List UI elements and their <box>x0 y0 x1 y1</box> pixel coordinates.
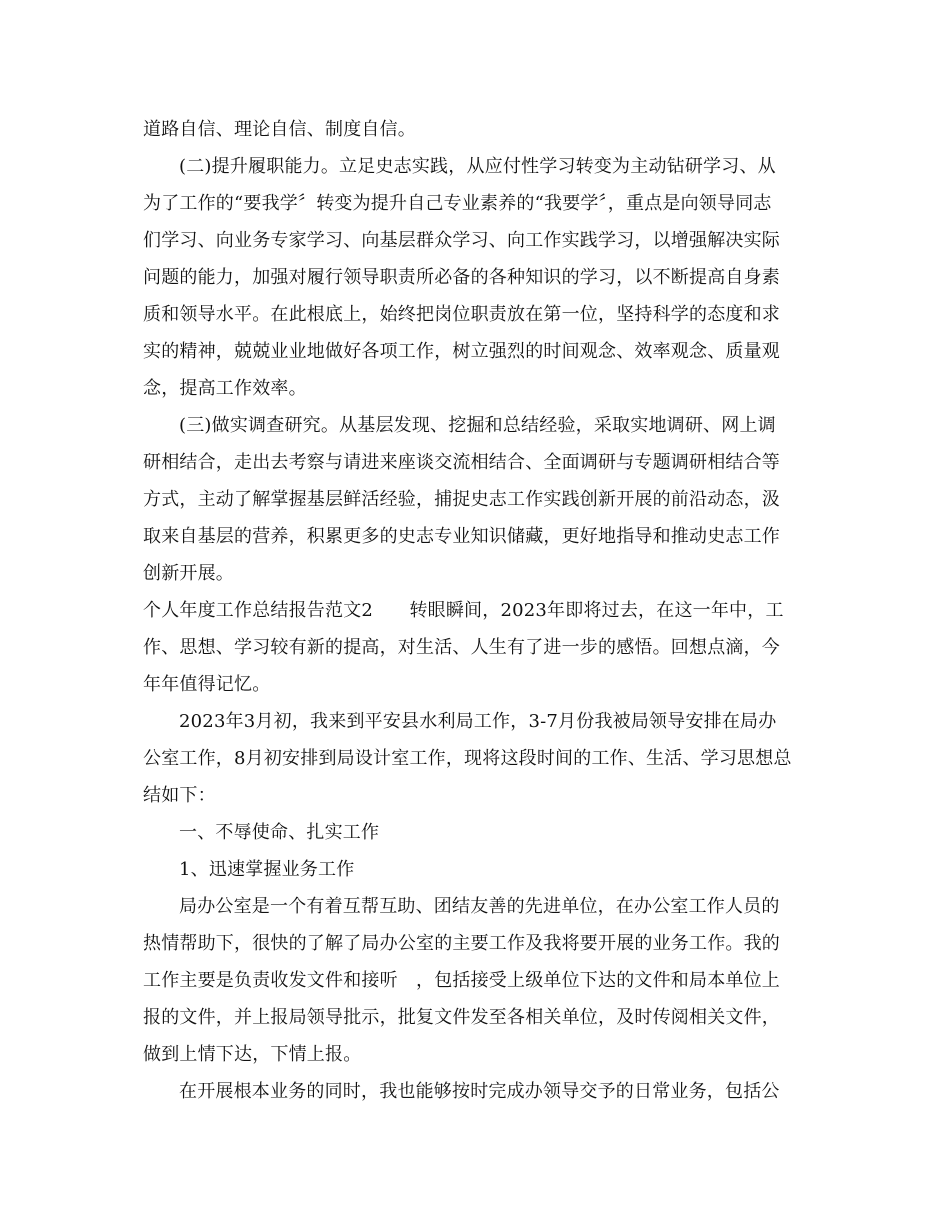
text-line: 创新开展。 <box>143 563 234 584</box>
text-line: 方式，主动了解掌握基层鲜活经验，捕捉史志工作实践创新开展的前沿动态，汲 <box>143 489 780 510</box>
text-line: 公室工作，8月初安排到局设计室工作，现将这段时间的工作、生活、学习思想总 <box>143 748 792 769</box>
text-line: 们学习、向业务专家学习、向基层群众学习、向工作实践学习，以增强解决实际 <box>143 230 780 251</box>
text-line: 实的精神，兢兢业业地做好各项工作，树立强烈的时间观念、效率观念、质量观 <box>143 341 780 362</box>
text-line: 为了工作的“要我学〞转变为提升自己专业素养的“我要学〞，重点是向领导同志 <box>143 193 772 214</box>
text-line: 报的文件，并上报局领导批示，批复文件发至各相关单位，及时传阅相关文件， <box>143 1007 780 1028</box>
text-line: 道路自信、理论自信、制度自信。 <box>143 119 416 140</box>
paragraph-start: 在开展根本业务的同时，我也能够按时完成办领导交予的日常业务，包括公 <box>179 1081 780 1102</box>
text-line: 做到上情下达，下情上报。 <box>143 1044 362 1065</box>
text-line: 热情帮助下，很快的了解了局办公室的主要工作及我将要开展的业务工作。我的 <box>143 933 780 954</box>
text-line: 念，提高工作效率。 <box>143 378 307 399</box>
text-line: 工作主要是负责收发文件和接听 ，包括接受上级单位下达的文件和局本单位上 <box>143 970 780 991</box>
paragraph-start: (二)提升履职能力。立足史志实践，从应付性学习转变为主动钻研学习、从 <box>179 156 776 177</box>
paragraph-start: 局办公室是一个有着互帮互助、团结友善的先进单位，在办公室工作人员的 <box>179 896 780 917</box>
heading-line: 一、不辱使命、扎实工作 <box>179 822 380 843</box>
text-line: 问题的能力，加强对履行领导职责所必备的各种知识的学习，以不断提高自身素 <box>143 267 780 288</box>
text-line: 年年值得记忆。 <box>143 674 271 695</box>
subheading-line: 1、迅速掌握业务工作 <box>179 859 355 880</box>
paragraph-start: 2023年3月初，我来到平安县水利局工作，3-7月份我被局领导安排在局办 <box>179 711 777 732</box>
section-title-line: 个人年度工作总结报告范文2 转眼瞬间，2023年即将过去，在这一年中，工 <box>143 600 784 621</box>
text-line: 质和领导水平。在此根底上，始终把岗位职责放在第一位，坚持科学的态度和求 <box>143 304 780 325</box>
text-line: 结如下： <box>143 785 216 806</box>
text-line: 作、思想、学习较有新的提高，对生活、人生有了进一步的感悟。回想点滴，今 <box>143 637 780 658</box>
text-line: 取来自基层的营养，积累更多的史志专业知识储藏，更好地指导和推动史志工作 <box>143 526 780 547</box>
paragraph-start: (三)做实调查研究。从基层发现、挖掘和总结经验，采取实地调研、网上调 <box>179 415 776 436</box>
text-line: 研相结合，走出去考察与请进来座谈交流相结合、全面调研与专题调研相结合等 <box>143 452 780 473</box>
